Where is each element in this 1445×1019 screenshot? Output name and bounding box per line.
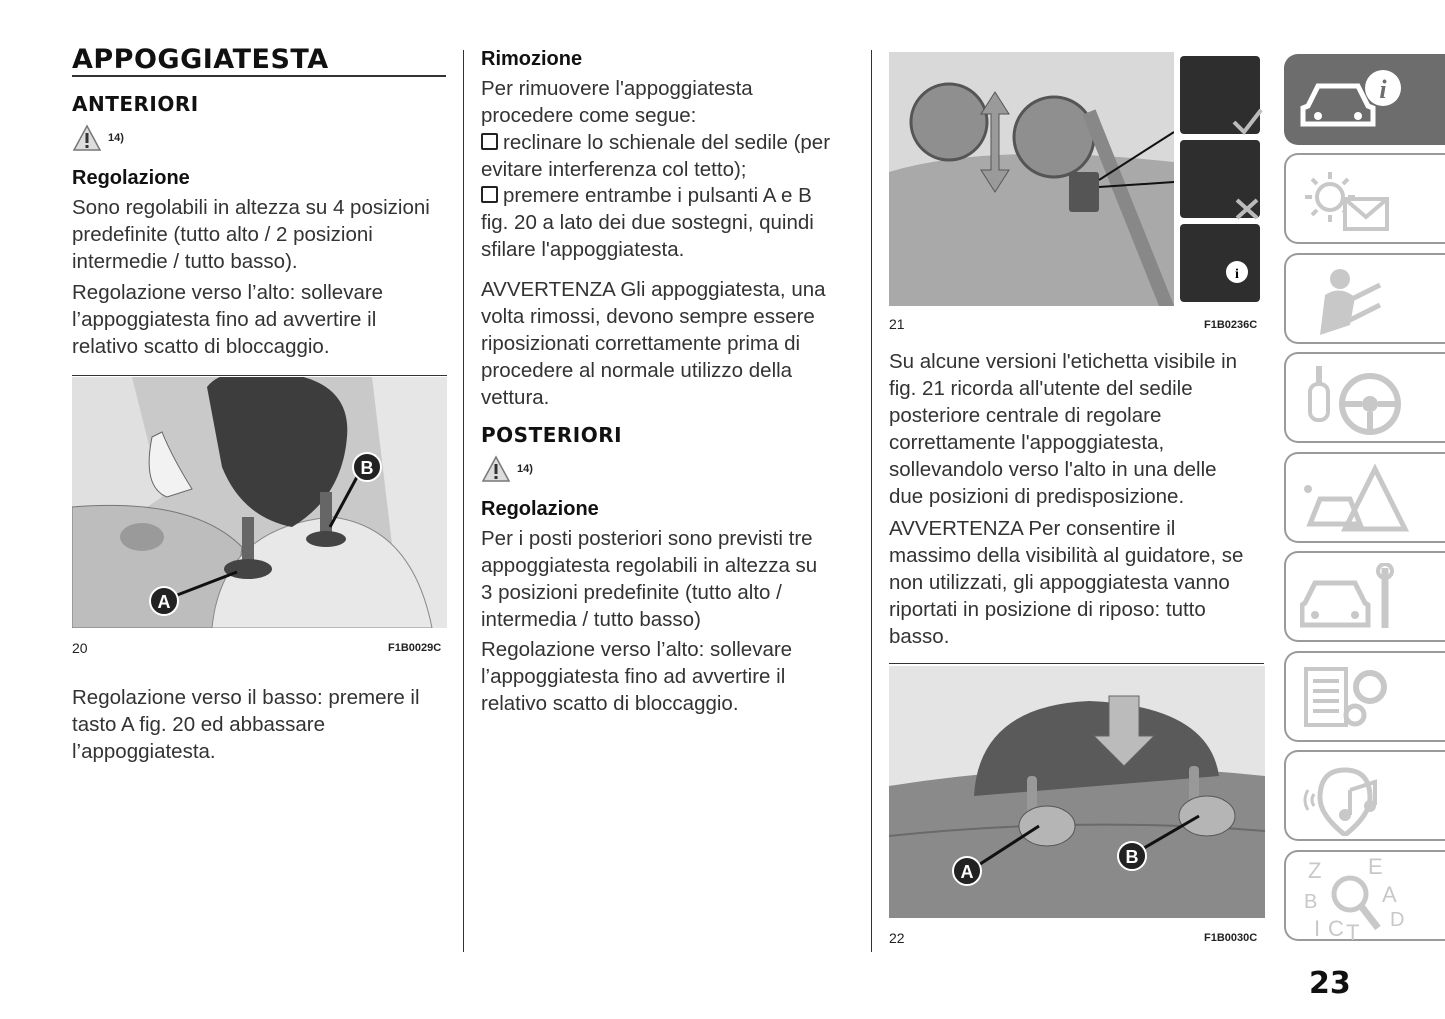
figure-top-rule: [72, 375, 447, 376]
rear-raise-paragraph: Regolazione verso l’alto: sollevare l’appoggiatesta fino ad avvertire il relativo scatto di bloccaggio.: [481, 638, 793, 715]
label-paragraph: Su alcune versioni l'etichetta visibile in fig. 21 ricorda all'utente del sedile posteriore centrale di regolare correttamente l'appoggiatesta, sollevandolo verso l'alto in una delle due posizioni di predisposizione.: [889, 350, 1238, 508]
paragraph-positions: Sono regolabili in altezza su 4 posizioni predefinite (tutto alto / 2 posizioni intermedie / tutto basso).: [72, 196, 430, 273]
checkbox-bullet-icon: [481, 186, 498, 203]
removal-step-2: premere entrambe i pulsanti A e B fig. 20 a lato dei due sostegni, quindi sfilare l'appoggiatesta.: [481, 184, 814, 261]
safety-airbag-icon: [1300, 265, 1410, 337]
figure-21-rear-label: [889, 52, 1265, 306]
subsection-heading: Regolazione: [72, 167, 190, 189]
svg-text:T: T: [1346, 920, 1360, 940]
visibility-warning: AVVERTENZA Per consentire il massimo della visibilità al guidatore, se non utilizzati, gli appoggiatesta vanno riportati in posizione di riposo: tutto basso.: [889, 517, 1244, 648]
figure-number: 21: [889, 316, 905, 332]
section-heading-rear: POSTERIORI: [481, 423, 623, 447]
paragraph-lower: Regolazione verso il basso: premere il tasto A fig. 20 ed abbassare l’appoggiatesta.: [72, 686, 420, 763]
column-divider: [463, 50, 464, 952]
tab-car-info[interactable]: [1284, 54, 1445, 145]
removal-heading: Rimozione: [481, 48, 583, 70]
figure-number: 20: [72, 640, 88, 656]
svg-text:i: i: [1235, 267, 1239, 282]
tab-multimedia[interactable]: [1284, 750, 1445, 841]
warning-lights-icon: [1300, 167, 1410, 237]
tab-index[interactable]: [1284, 850, 1445, 941]
driving-icon: [1300, 364, 1410, 436]
technical-data-icon: [1300, 663, 1410, 735]
fig20-label-a: A: [157, 592, 171, 612]
warning-triangle-icon: [481, 455, 511, 483]
warning-reference[interactable]: [72, 124, 124, 152]
fig22-label-b: B: [1125, 847, 1139, 867]
svg-text:I: I: [1314, 916, 1321, 940]
rear-adjust-heading: Regolazione: [481, 498, 599, 520]
section-heading-front: ANTERIORI: [72, 92, 199, 116]
index-icon: [1298, 856, 1418, 940]
warning-ref-number: 14): [517, 463, 533, 475]
rear-adjust-paragraph: Per i posti posteriori sono previsti tre appoggiatesta regolabili in altezza su 3 posizioni predefinite (tutto alto / intermedia / tutto basso): [481, 527, 818, 631]
tab-maintenance[interactable]: [1284, 551, 1445, 642]
fig20-label-b: B: [360, 458, 374, 478]
tab-warning-lights[interactable]: [1284, 153, 1445, 244]
figure-code: F1B0030C: [1204, 932, 1258, 944]
svg-text:A: A: [1382, 882, 1397, 907]
svg-text:B: B: [1304, 891, 1318, 913]
column-divider: [871, 50, 872, 952]
maintenance-icon: [1300, 563, 1410, 635]
removal-warning: AVVERTENZA Gli appoggiatesta, una volta rimossi, devono sempre essere riposizionati correttamente prima di procedere al normale utilizzo della vettura.: [481, 278, 826, 409]
tab-technical-data[interactable]: [1284, 651, 1445, 742]
figure-top-rule: [889, 663, 1264, 664]
page-title: APPOGGIATESTA: [72, 44, 329, 75]
paragraph-raise: Regolazione verso l’alto: sollevare l’appoggiatesta fino ad avvertire il relativo scatto di bloccaggio.: [72, 281, 384, 358]
warning-ref-number: 14): [108, 132, 124, 144]
figure-number: 22: [889, 930, 905, 946]
figure-20-front-headrest: [72, 377, 447, 628]
checkbox-bullet-icon: [481, 133, 498, 150]
figure-code: F1B0236C: [1204, 319, 1258, 331]
multimedia-icon: [1300, 760, 1410, 836]
emergency-icon: [1300, 464, 1410, 536]
tab-emergency[interactable]: [1284, 452, 1445, 543]
car-info-icon: [1298, 66, 1408, 136]
page-number: 23: [1309, 966, 1351, 1001]
svg-text:C: C: [1328, 916, 1344, 940]
svg-text:i: i: [1379, 75, 1387, 104]
svg-text:Z: Z: [1308, 858, 1322, 883]
title-underline: [72, 75, 446, 77]
warning-reference-rear[interactable]: [481, 455, 533, 483]
tab-safety[interactable]: [1284, 253, 1445, 344]
fig22-label-a: A: [960, 862, 974, 882]
figure-22-rear-headrest: [889, 666, 1265, 918]
figure-code: F1B0029C: [388, 642, 442, 654]
removal-step-1: reclinare lo schienale del sedile (per evitare interferenza col tetto);: [481, 131, 831, 181]
tab-driving[interactable]: [1284, 352, 1445, 443]
removal-intro: Per rimuovere l'appoggiatesta procedere come segue:: [481, 77, 753, 127]
warning-triangle-icon: [72, 124, 102, 152]
svg-text:E: E: [1368, 856, 1383, 879]
svg-text:D: D: [1390, 909, 1405, 931]
